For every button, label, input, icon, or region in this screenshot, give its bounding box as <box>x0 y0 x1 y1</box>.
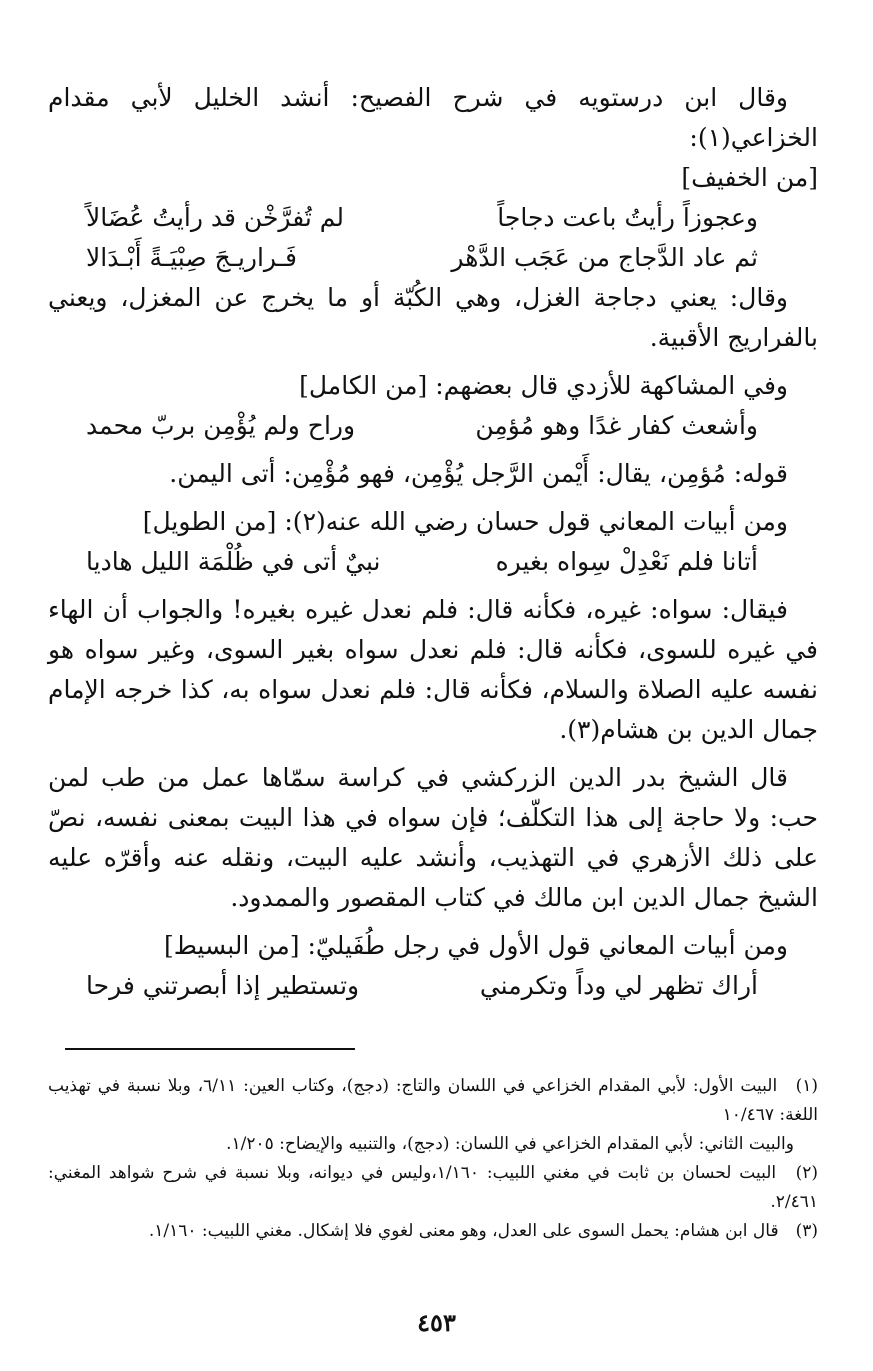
verse-5-first-hemistich: أراك تظهر لي وداً وتكرمني <box>479 971 758 1000</box>
main-text <box>48 78 818 1006</box>
footnote-2-number: (٢) <box>795 1163 818 1183</box>
verse-3-second-hemistich: وراح ولم يُؤْمِن بربّ محمد <box>86 411 356 440</box>
verse-1 <box>48 198 818 238</box>
verse-1-second-hemistich: لم تُفرَّخْن قد رأيتُ عُضَالاً <box>86 203 344 232</box>
page-number: ٤٥٣ <box>417 1308 456 1337</box>
verse-3 <box>48 406 818 446</box>
paragraph-2: وقال: يعني دجاجة الغزل، وهي الكُبّة أو ما يخرج عن المغزل، ويعني بالفراريج الأقبية. <box>48 283 818 352</box>
footnote-separator <box>65 1048 355 1050</box>
footnote-3-number: (٣) <box>795 1221 818 1241</box>
paragraph-4: قوله: مُؤمِن، يقال: أَيْمن الرَّجل يُؤْمِن، فهو مُؤْمِن: أتى اليمن. <box>169 459 788 488</box>
paragraph-3: وفي المشاكهة للأزدي قال بعضهم: [من الكامل] <box>299 371 788 400</box>
footnote-2 <box>48 1159 818 1217</box>
verse-3-first-hemistich: وأشعث كفار غدًا وهو مُؤمِن <box>475 411 758 440</box>
verse-4-second-hemistich: نبيٌ أتى في ظُلْمَة الليل هاديا <box>86 547 381 576</box>
verse-2-first-hemistich: ثم عاد الدَّجاج من عَجَب الدَّهْر <box>451 243 758 272</box>
footnote-2-text: البيت لحسان بن ثابت في مغني اللبيب: ١/١٦٠،وليس في ديوانه، وبلا نسبة في شرح شواهد المغني: ٢/٤٦١. <box>48 1163 818 1212</box>
verse-4-first-hemistich: أتانا فلم نَعْدِلْ سِواه بغيره <box>495 547 758 576</box>
verse-2-second-hemistich: فَـراريـجَ صِبْيَـةً أَبْـدَالا <box>86 243 297 272</box>
footnote-1-text: البيت الأول: لأبي المقدام الخزاعي في اللسان والتاج: (دجج)، وكتاب العين: ٦/١١، وبلا نسبة في تهذيب اللغة: ١٠/٤٦٧ <box>48 1076 818 1125</box>
footnote-1-number: (١) <box>795 1076 819 1096</box>
verse-1-first-hemistich: وعجوزاً رأيتُ باعت دجاجاً <box>497 203 758 232</box>
paragraph-6: فيقال: سواه: غيره، فكأنه قال: فلم نعدل غيره بغيره! والجواب أن الهاء في غيره للسوى، فكأنه قال: فلم نعدل سواه بغير السوى، وغير سواه هو نفسه عليه الصلاة والسلام، فكأنه قال: فلم نعدل سواه به، كذا خرجه الإمام جمال الدين بن هشام(٣). <box>48 595 818 744</box>
paragraph-1: وقال ابن درستويه في شرح الفصيح: أنشد الخليل لأبي مقدام الخزاعي(١): <box>48 83 818 152</box>
paragraph-7: قال الشيخ بدر الدين الزركشي في كراسة سمّاها عمل من طب لمن حب: ولا حاجة إلى هذا التكلّف؛ فإن سواه في هذا البيت بمعنى نفسه، نصّ على ذلك الأزهري في التهذيب، وأنشد عليه البيت، ونقله عنه وأقرّه عليه الشيخ جمال الدين ابن مالك في كتاب المقصور والممدود. <box>48 763 818 912</box>
verse-5 <box>48 966 818 1006</box>
paragraph-5: ومن أبيات المعاني قول حسان رضي الله عنه(٢): [من الطويل] <box>142 507 788 536</box>
verse-5-second-hemistich: وتستطير إذا أبصرتني فرحا <box>86 971 360 1000</box>
footnotes <box>48 1072 818 1246</box>
footnote-3 <box>48 1217 818 1246</box>
footnote-1 <box>48 1072 818 1130</box>
footnote-3-text: قال ابن هشام: يحمل السوى على العدل، وهو معنى لغوي فلا إشكال. مغني اللبيب: ١/١٦٠. <box>148 1221 779 1241</box>
verse-4 <box>48 542 818 582</box>
verse-2 <box>48 238 818 278</box>
paragraph-8: ومن أبيات المعاني قول الأول في رجل طُفَيليّ: [من البسيط] <box>163 931 788 960</box>
footnote-1-continuation: والبيت الثاني: لأبي المقدام الخزاعي في اللسان: (دجج)، والتنبيه والإيضاح: ١/٢٠٥. <box>226 1134 794 1154</box>
meter-label-khafif: [من الخفيف] <box>681 163 818 192</box>
